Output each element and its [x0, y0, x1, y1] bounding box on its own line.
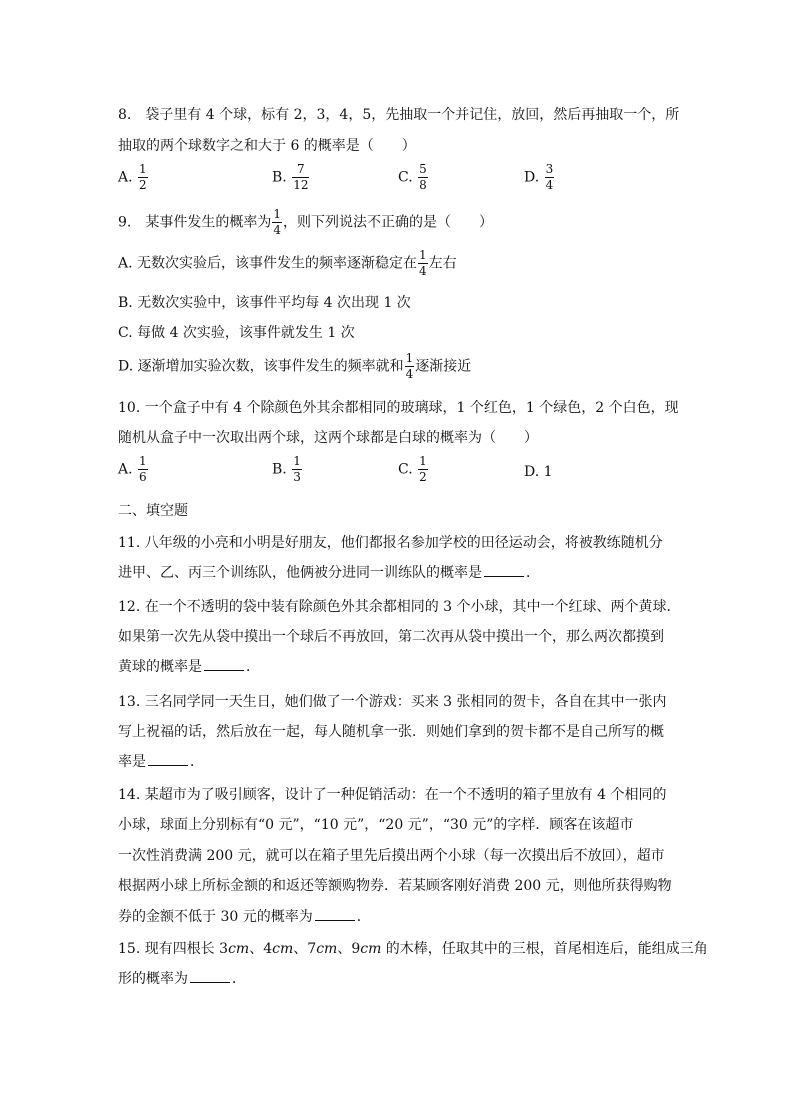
q14-line5: 券的金额不低于 30 元的概率为 ． — [118, 909, 371, 925]
q10-line1: 10. 一个盒子中有 4 个除颜色外其余都相同的玻璃球，1 个红色，1 个绿色，2 个白色，现 — [118, 400, 679, 416]
q8-line1: 8. 袋子里有 4 个球，标有 2，3，4，5，先抽取一个并记住，放回，然后再抽取一个，所 — [118, 107, 680, 123]
q9-option-c: C. 每做 4 次实验，该事件就发生 1 次 — [118, 325, 355, 341]
q14-line2: 小球，球面上分别标有“0 元”，“10 元”，“20 元”，“30 元”的字样．顾客在该超市 — [118, 817, 634, 833]
answer-blank[interactable] — [315, 908, 355, 921]
q13-line2: 写上祝福的话，然后放在一起，每人随机拿一张．则她们拿到的贺卡都不是自己所写的概 — [118, 724, 664, 740]
q15-line2: 形的概率为 ． — [118, 971, 246, 987]
section-heading: 二、填空题 — [118, 503, 188, 519]
answer-blank[interactable] — [148, 753, 188, 766]
q8-option-d: D. $\frac{3}{4}$ — [524, 162, 554, 192]
q8-option-c: C. $\frac{5}{8}$ — [398, 162, 427, 192]
q9-stem: 9. 某事件发生的概率为 $\frac{1}{4}$ ，则下列说法不正确的是（ ） — [118, 207, 493, 237]
q15-line1: 15. 现有四根长 3cm、4cm、7cm、9cm 的木棒，任取其中的三根，首尾相连后，能组成三角 — [118, 941, 708, 957]
q12-line2: 如果第一次先从袋中摸出一个球后不再放回，第二次再从袋中摸出一个，那么两次都摸到 — [118, 629, 664, 645]
q10-option-c: C. $\frac{1}{2}$ — [398, 454, 427, 484]
q10-option-b: B. $\frac{1}{3}$ — [272, 454, 301, 484]
q8-option-b: B. $\frac{7}{12}$ — [272, 162, 309, 192]
q11-line1: 11. 八年级的小亮和小明是好朋友，他们都报名参加学校的田径运动会，将被教练随机分 — [118, 535, 663, 551]
q9-option-a: A. 无数次实验后，该事件发生的频率逐渐稳定在 $\frac{1}{4}$ 左右 — [118, 248, 457, 278]
q12-line1: 12. 在一个不透明的袋中装有除颜色外其余都相同的 3 个小球，其中一个红球、两个黄球． — [118, 599, 681, 615]
q11-line2: 进甲、乙、丙三个训练队，他俩被分进同一训练队的概率是 ． — [118, 565, 540, 581]
q9-option-b: B. 无数次实验中，该事件平均每 4 次出现 1 次 — [118, 295, 411, 311]
q14-line4: 根据两小球上所标金额的和返还等额购物券．若某顾客刚好消费 200 元，则他所获得购物 — [118, 878, 672, 894]
q10-line2: 随机从盒子中一次取出两个球，这两个球都是白球的概率为（ ） — [118, 430, 538, 446]
q10-option-d: D. 1 — [524, 464, 553, 480]
answer-blank[interactable] — [484, 564, 524, 577]
q12-line3: 黄球的概率是 ． — [118, 659, 260, 675]
q10-option-a: A. $\frac{1}{6}$ — [118, 454, 147, 484]
q8-line2: 抽取的两个球数字之和大于 6 的概率是（ ） — [118, 138, 416, 154]
answer-blank[interactable] — [204, 658, 244, 671]
q13-line1: 13. 三名同学同一天生日，她们做了一个游戏：买来 3 张相同的贺卡，各自在其中一张内 — [118, 694, 667, 710]
answer-blank[interactable] — [190, 970, 230, 983]
q14-line3: 一次性消费满 200 元，就可以在箱子里先后摸出两个小球（每一次摸出后不放回），超市 — [118, 848, 665, 864]
q9-option-d: D. 逐渐增加实验次数，该事件发生的频率就和 $\frac{1}{4}$ 逐渐接近 — [118, 351, 472, 381]
q13-line3: 率是 ． — [118, 754, 204, 770]
q14-line1: 14. 某超市为了吸引顾客，设计了一种促销活动：在一个不透明的箱子里放有 4 个相同的 — [118, 787, 667, 803]
q8-option-a: A. $\frac{1}{2}$ — [118, 162, 147, 192]
